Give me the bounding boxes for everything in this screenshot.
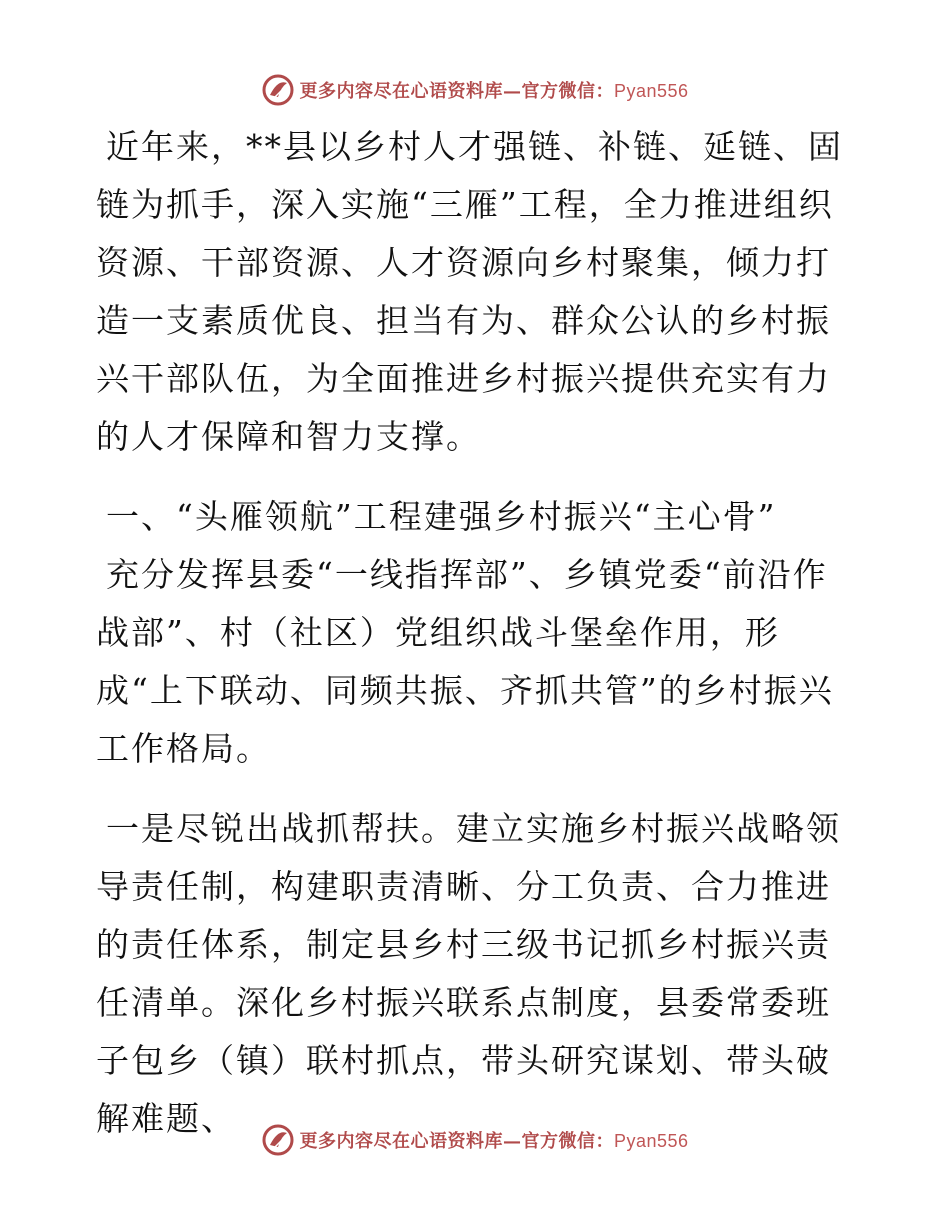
watermark-header: [0, 70, 950, 110]
paragraph-section-intro: 充分发挥县委“一线指挥部”、乡镇党委“前沿作战部”、村（社区）党组织战斗堡垒作用，形成“上下联动、同频共振、齐抓共管”的乡村振兴工作格局。: [96, 555, 834, 768]
paragraph-item-1: 一是尽锐出战抓帮扶。建立实施乡村振兴战略领导责任制，构建职责清晰、分工负责、合力推进的责任体系，制定县乡村三级书记抓乡村振兴责任清单。深化乡村振兴联系点制度，县委常委班子包乡（镇）联村抓点，带头研究谋划、带头破解难题、: [96, 809, 841, 1138]
watermark-text: 更多内容尽在心语资料库—官方微信：Pyan556: [299, 81, 689, 102]
brand-logo-icon: [261, 73, 295, 107]
document-body: [96, 118, 856, 1148]
watermark-footer: [0, 1120, 950, 1160]
paragraph-intro: 近年来，**县以乡村人才强链、补链、延链、固链为抓手，深入实施“三雁”工程，全力推进组织资源、干部资源、人才资源向乡村聚集，倾力打造一支素质优良、担当有为、群众公认的乡村振兴干部队伍，为全面推进乡村振兴提供充实有力的人才保障和智力支撑。: [96, 127, 843, 456]
watermark-text: 更多内容尽在心语资料库—官方微信：Pyan556: [299, 1131, 689, 1152]
brand-logo-icon: [261, 1123, 295, 1157]
section-heading: 一、“头雁领航”工程建强乡村振兴“主心骨”: [106, 497, 777, 536]
